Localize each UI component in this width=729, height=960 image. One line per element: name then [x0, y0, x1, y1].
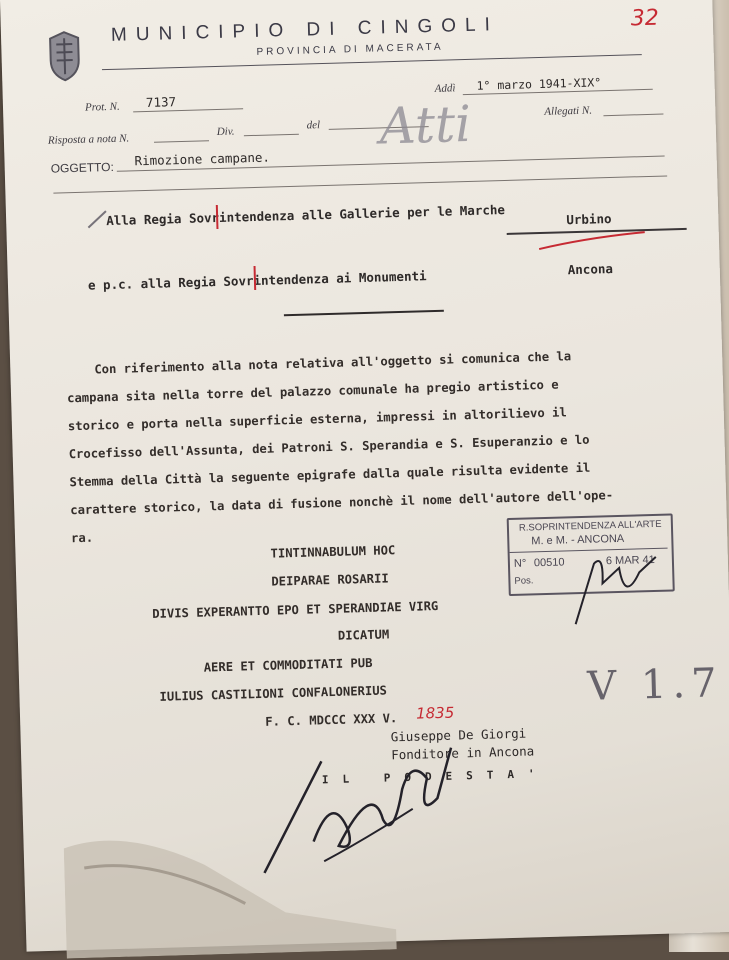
atti-handwritten-note: Atti [378, 94, 472, 156]
stamp-initials-handwriting [563, 542, 665, 635]
signatory-title: IL PODESTA' [321, 766, 549, 787]
prot-label: Prot. N. [84, 100, 120, 114]
epigraph-line: IULIUS CASTILIONI CONFALONERIUS [159, 683, 388, 704]
oggetto-rule-2 [53, 175, 667, 193]
epigraph-line: F. C. MDCCC XXX V. [265, 711, 398, 729]
letter-date: 1° marzo 1941-XIX° [476, 75, 602, 93]
slash-mark-icon [86, 209, 109, 230]
recipient-city-2: Ancona [567, 260, 614, 278]
stamp-number: 00510 [533, 556, 565, 570]
body-line: storico e porta nella superficie esterna, impressi in altorilievo il [67, 405, 567, 434]
epigraph-line: AERE ET COMMODITATI PUB [203, 655, 373, 675]
stamp-date: 6 MAR 41 [605, 553, 655, 568]
div-rule [244, 134, 299, 137]
founder-name: Giuseppe De Giorgi [390, 725, 527, 745]
epigraph-line: DICATUM [337, 627, 390, 643]
div-label: Div. [216, 125, 235, 138]
prot-number: 7137 [145, 94, 177, 110]
coat-of-arms-icon [47, 30, 82, 83]
body-line: carattere storico, la data di fusione nonchè il nome dell'autore dell'ope- [70, 488, 614, 518]
allegati-label: Allegati N. [544, 104, 593, 118]
risposta-rule [154, 140, 209, 143]
body-line: Con riferimento alla nota relativa all'oggetto si comunica che la [94, 349, 572, 377]
epigraph-year-note: 1835 [415, 703, 455, 723]
epigraph-line: TINTINNABULUM HOC [270, 543, 396, 561]
stamp-number-label: N° [513, 557, 527, 570]
recipient-line-2: e p.c. alla Regia Sovrintendenza ai Monumenti [87, 268, 427, 293]
allegati-rule [603, 114, 663, 117]
red-correction-mark [214, 204, 221, 230]
body-line: campana sita nella torre del palazzo comunale ha pregio artistico e [66, 377, 559, 406]
margin-annotation: V 1.7 [586, 660, 724, 710]
stamp-line-2: M. e M. - ANCONA [531, 532, 625, 548]
red-correction-mark-2 [251, 265, 258, 291]
del-label: del [306, 119, 321, 132]
separator-rule [284, 310, 444, 316]
stamp-line-1: R.SOPRINTENDENZA ALL'ARTE [518, 518, 662, 534]
letterhead-subtitle: PROVINCIA DI MACERATA [256, 41, 444, 58]
page-number-annotation: 32 [630, 5, 660, 32]
body-line: Crocefisso dell'Assunta, dei Patroni S. Sperandia e S. Esuperanzio e lo [68, 432, 590, 462]
stamp-pos-label: Pos. [514, 575, 534, 587]
red-pencil-stroke [537, 230, 647, 251]
letterhead-rule [102, 54, 642, 70]
recipient-city-1: Urbino [566, 211, 612, 228]
body-line: Stemma della Città la seguente epigrafe dalla quale risulta evidente il [69, 460, 591, 490]
torn-paper-corner [63, 819, 406, 958]
epigraph-line: DIVIS EXPERANTTO EPO ET SPERANDIAE VIRG [152, 599, 439, 621]
oggetto-value: Rimozione campane. [134, 149, 271, 169]
letterhead-title: MUNICIPIO DI CINGOLI [110, 14, 500, 46]
epigraph-line: DEIPARAE ROSARII [271, 571, 389, 589]
oggetto-label: OGGETTO: [50, 159, 115, 176]
addi-label: Addì [434, 82, 456, 95]
body-line: ra. [70, 530, 94, 546]
recipient-line-1: Alla Regia Sovrintendenza alle Gallerie per le Marche [105, 201, 506, 229]
founder-role: Fonditore in Ancona [391, 743, 535, 763]
risposta-label: Risposta a nota N. [47, 132, 130, 147]
